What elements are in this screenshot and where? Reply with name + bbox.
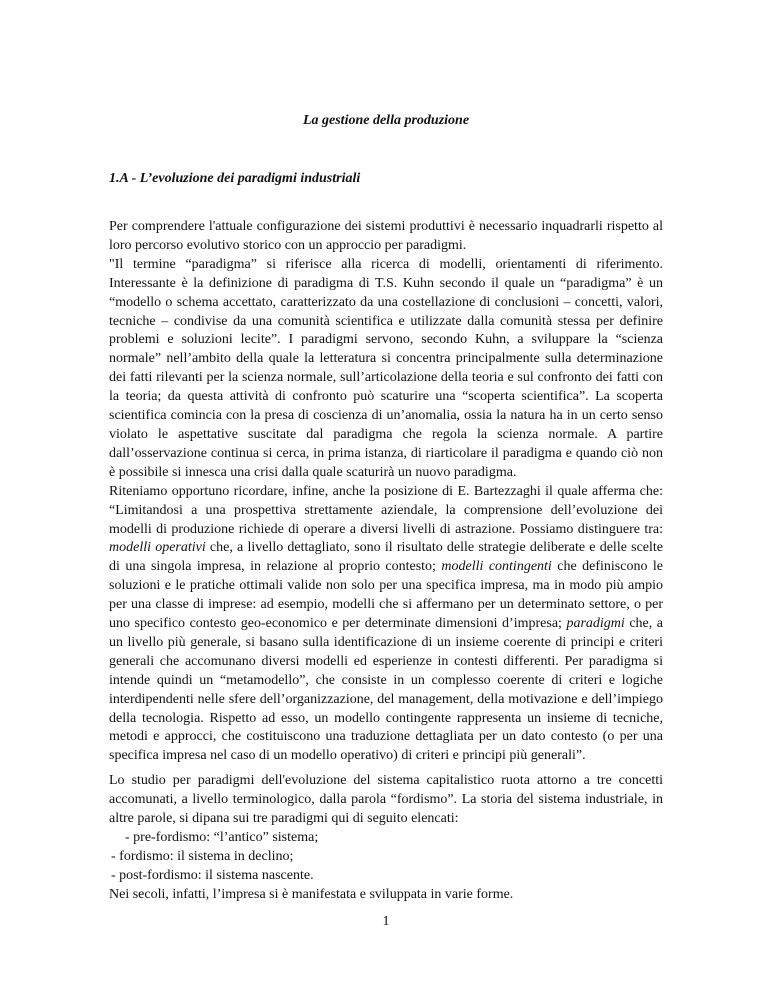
paragraph-intro: Per comprendere l'attuale configurazione dei sistemi produttivi è necessario inquadrarli rispetto al loro percorso evolutivo storico con un approccio per paradigmi.: [109, 219, 663, 253]
text-run: Riteniamo opportuno ricordare, infine, anche la posizione di E. Bartezzaghi il quale afferma che: “Limitandosi a una prospettiva strettamente aziendale, la comprensione dell’evoluzione dei modelli di produzione richiede di operare a diversi livelli di astrazione. Possiamo distinguere tra:: [109, 483, 663, 537]
list-item: - pre-fordismo: “l’antico” sistema;: [125, 830, 319, 845]
section-heading: 1.A - L’evoluzione dei paradigmi industriali: [109, 171, 361, 186]
document-body: [109, 218, 663, 905]
paragraph-fordismo: Lo studio per paradigmi dell'evoluzione del sistema capitalistico ruota attorno a tre concetti accomunati, a livello terminologico, dalla parola “fordismo”. La storia del sistema industriale, in altre parole, si dipana sui tre paradigmi qui di seguito elencati:: [109, 773, 663, 827]
italic-term: paradigmi: [566, 616, 625, 632]
text-run: che, a un livello più generale, si basano sulla identificazione di un insieme coerente di principi e criteri generali che accomunano diversi modelli ed esperienze in contesti differenti. Per paradigma si intende quindi un “metamodello”, che consiste in un complesso coerente di criteri e logiche interdipendenti nelle sfere dell’organizzazione, del management, della motivazione e dell’impiego della tecnologia. Rispetto ad esso, un modello contingente rappresenta un insieme di tecniche, metodi e approcci, che costituiscono una traduzione dettagliata per un dato contesto (o per una specifica impresa nel caso di un modello operativo) di criteri e principi più generali”.: [109, 616, 663, 764]
list-item: - post-fordismo: il sistema nascente.: [111, 867, 314, 883]
paradigm-list: [109, 829, 663, 886]
text-run: che definiscono le soluzioni e le pratiche ottimali valide non solo per una specifica impresa, ma in modo più ampio per una classe di imprese: ad esempio, modelli che si affermano per un determinato settore, o per uno specifico contesto geo-economico e per determinate dimensioni d’impresa;: [109, 559, 663, 632]
page-title: La gestione della produzione: [302, 113, 470, 128]
italic-term: modelli contingenti: [441, 559, 552, 575]
closing-sentence: Nei secoli, infatti, l’impresa si è manifestata e sviluppata in varie forme.: [109, 886, 514, 902]
page-number: 1: [382, 914, 390, 929]
paragraph-bartezzaghi: [109, 483, 663, 767]
text-run: che, a livello dettagliato, sono il risultato delle strategie deliberate e delle scelte di una singola impresa, in relazione al proprio contesto;: [109, 540, 663, 575]
paragraph-kuhn: "Il termine “paradigma” si riferisce alla ricerca di modelli, orientamenti di riferimento. Interessante è la definizione di paradigma di T.S. Kuhn secondo il quale un “paradigma” è un “modello o schema accettato, caratterizzato da una costellazione di conclusioni – concetti, valori, tecniche – condivise da una comunità scientifica e utilizzate dalla comunità stessa per definire problemi e soluzioni lecite”. I paradigmi servono, secondo Kuhn, a sviluppare la “scienza normale” nell’ambito della quale la letteratura si concentra principalmente sulla determinazione dei fatti rilevanti per la scienza normale, sull’articolazione della teoria e sul confronto dei fatti con la teoria; da questa attività di confronto può scaturire una “scoperta scientifica”. La scoperta scientifica comincia con la presa di coscienza di un’anomalia, ossia la natura ha in un certo senso violato le aspettative suscitate dal paradigma che regola la scienza normale. A partire dall’osservazione continua si cerca, in prima istanza, di riarticolare il paradigma e quando ciò non è possibile si innesca una crisi dalla quale scaturirà un nuovo paradigma.: [109, 256, 663, 480]
italic-term: modelli operativi: [109, 540, 206, 556]
list-item: - fordismo: il sistema in declino;: [111, 848, 294, 864]
